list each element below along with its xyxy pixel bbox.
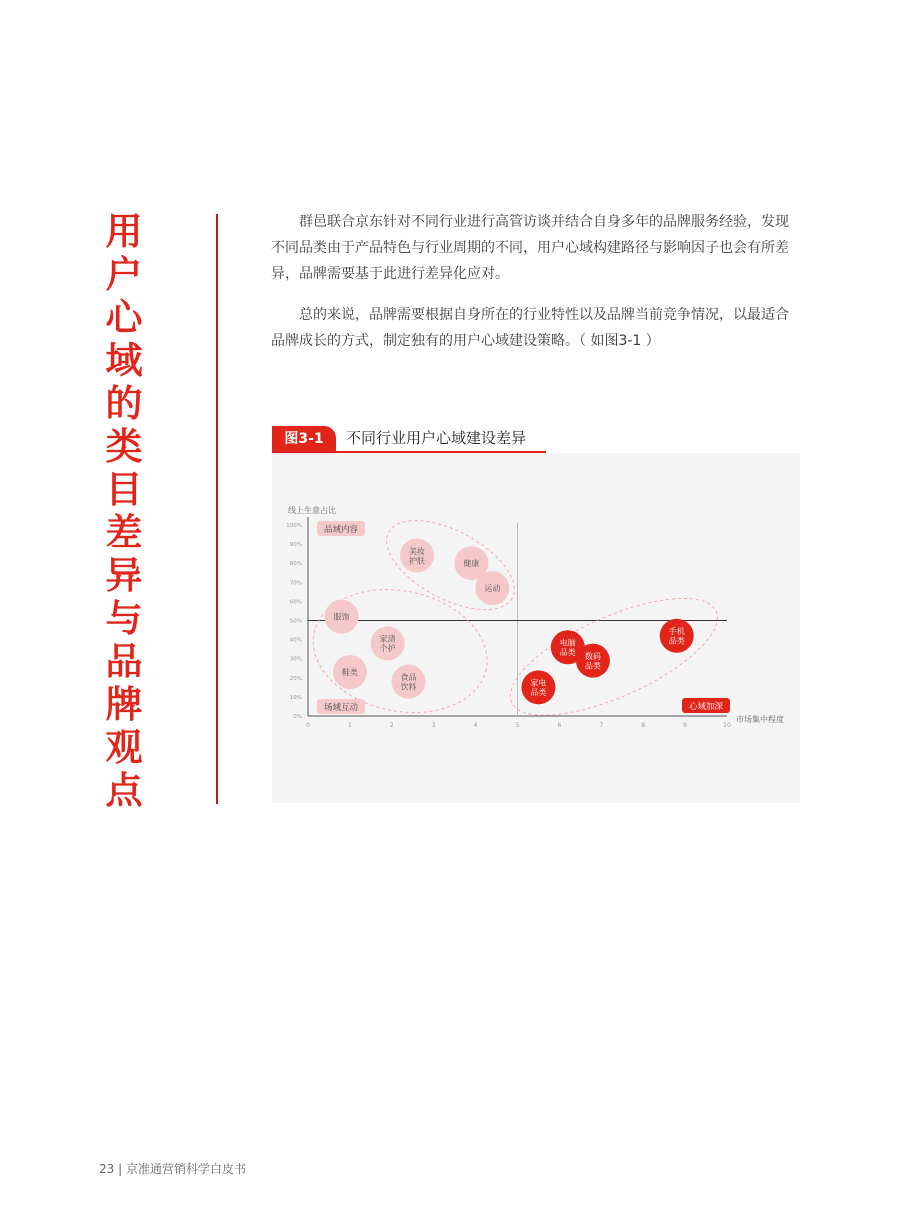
y-axis-label: 线上生意占比	[288, 506, 336, 515]
y-tick-label: 60%	[289, 599, 302, 606]
scatter-chart	[272, 453, 800, 803]
vertical-title-char: 差	[105, 511, 143, 554]
vertical-title-char: 域	[105, 339, 143, 382]
corner-label-top-left: 品域内容	[323, 525, 359, 535]
vertical-title-char: 品	[105, 640, 143, 683]
data-point-label: 家清个护	[379, 634, 396, 654]
paragraph-2: 总的来说，品牌需要根据自身所在的行业特性以及品牌当前竞争情况，以最适合品牌成长的方式，制定独有的用户心域建设策略。（ 如图3-1 ）	[271, 307, 789, 349]
x-tick-label: 8	[641, 722, 646, 729]
title-divider	[216, 214, 218, 804]
publication-name: 京准通营销科学白皮书	[125, 1162, 246, 1176]
y-tick-label: 40%	[289, 637, 302, 644]
data-point-label: 手机品类	[668, 627, 685, 646]
y-tick-label: 70%	[289, 580, 302, 587]
y-tick-label: 90%	[289, 542, 302, 549]
footer-separator: |	[118, 1162, 123, 1176]
y-tick-label: 0%	[293, 714, 302, 720]
y-tick-label: 100%	[286, 523, 302, 529]
x-tick-label: 2	[389, 722, 394, 729]
x-axis-label: 市场集中程度	[736, 715, 784, 724]
x-tick-label: 4	[473, 722, 478, 729]
data-point-label: 数码品类	[584, 651, 601, 671]
y-tick-label: 50%	[289, 618, 302, 625]
figure-title: 不同行业用户心域建设差异	[346, 429, 527, 447]
x-tick-label: 7	[599, 722, 604, 729]
data-point-label: 美妆护肤	[408, 546, 425, 566]
x-tick-label: 6	[557, 722, 562, 729]
x-tick-label: 0	[306, 722, 310, 729]
figure-label: 图3-1	[272, 426, 336, 452]
x-tick-label: 5	[515, 722, 520, 729]
vertical-title	[100, 210, 148, 812]
vertical-title-char: 心	[105, 296, 143, 339]
data-point-label: 运动	[484, 584, 501, 594]
corner-label-bottom-right: 心域加深	[688, 702, 724, 712]
y-tick-label: 10%	[289, 694, 302, 701]
data-point-label: 家电品类	[530, 678, 547, 698]
vertical-title-char: 观	[105, 726, 143, 769]
data-point-label: 服饰	[333, 612, 350, 622]
vertical-title-char: 牌	[105, 683, 143, 726]
vertical-title-char: 与	[105, 597, 143, 640]
y-tick-label: 20%	[289, 675, 302, 682]
x-tick-label: 3	[431, 722, 436, 729]
chart-panel	[272, 453, 800, 803]
vertical-title-char: 的	[105, 382, 143, 425]
data-point-label: 健康	[463, 559, 480, 569]
x-tick-label: 1	[347, 722, 352, 729]
vertical-title-char: 异	[105, 554, 143, 597]
vertical-title-char: 用	[105, 210, 143, 253]
y-tick-label: 80%	[289, 561, 302, 568]
group-ellipse-right	[495, 575, 732, 739]
corner-label-bottom-left: 场域互动	[323, 703, 359, 713]
vertical-title-char: 点	[105, 769, 143, 812]
page-number: 23	[99, 1162, 115, 1176]
paragraph-1: 群邑联合京东针对不同行业进行高管访谈并结合自身多年的品牌服务经验，发现不同品类由于产品特色与行业周期的不同，用户心域构建路径与影响因子也会有所差异，品牌需要基于此进行差异化应对。	[271, 214, 789, 282]
x-tick-label: 9	[683, 722, 688, 729]
x-tick-label: 10	[723, 722, 731, 729]
vertical-title-char: 目	[105, 468, 143, 511]
data-point-label: 电脑品类	[559, 638, 576, 657]
vertical-title-char: 类	[105, 425, 143, 468]
page-footer	[99, 1160, 246, 1177]
vertical-title-char: 户	[105, 253, 143, 296]
y-tick-label: 30%	[289, 656, 302, 663]
group-ellipse-top	[373, 502, 529, 628]
data-point-label: 食品饮料	[400, 672, 417, 692]
data-point-label: 鞋类	[341, 668, 358, 678]
